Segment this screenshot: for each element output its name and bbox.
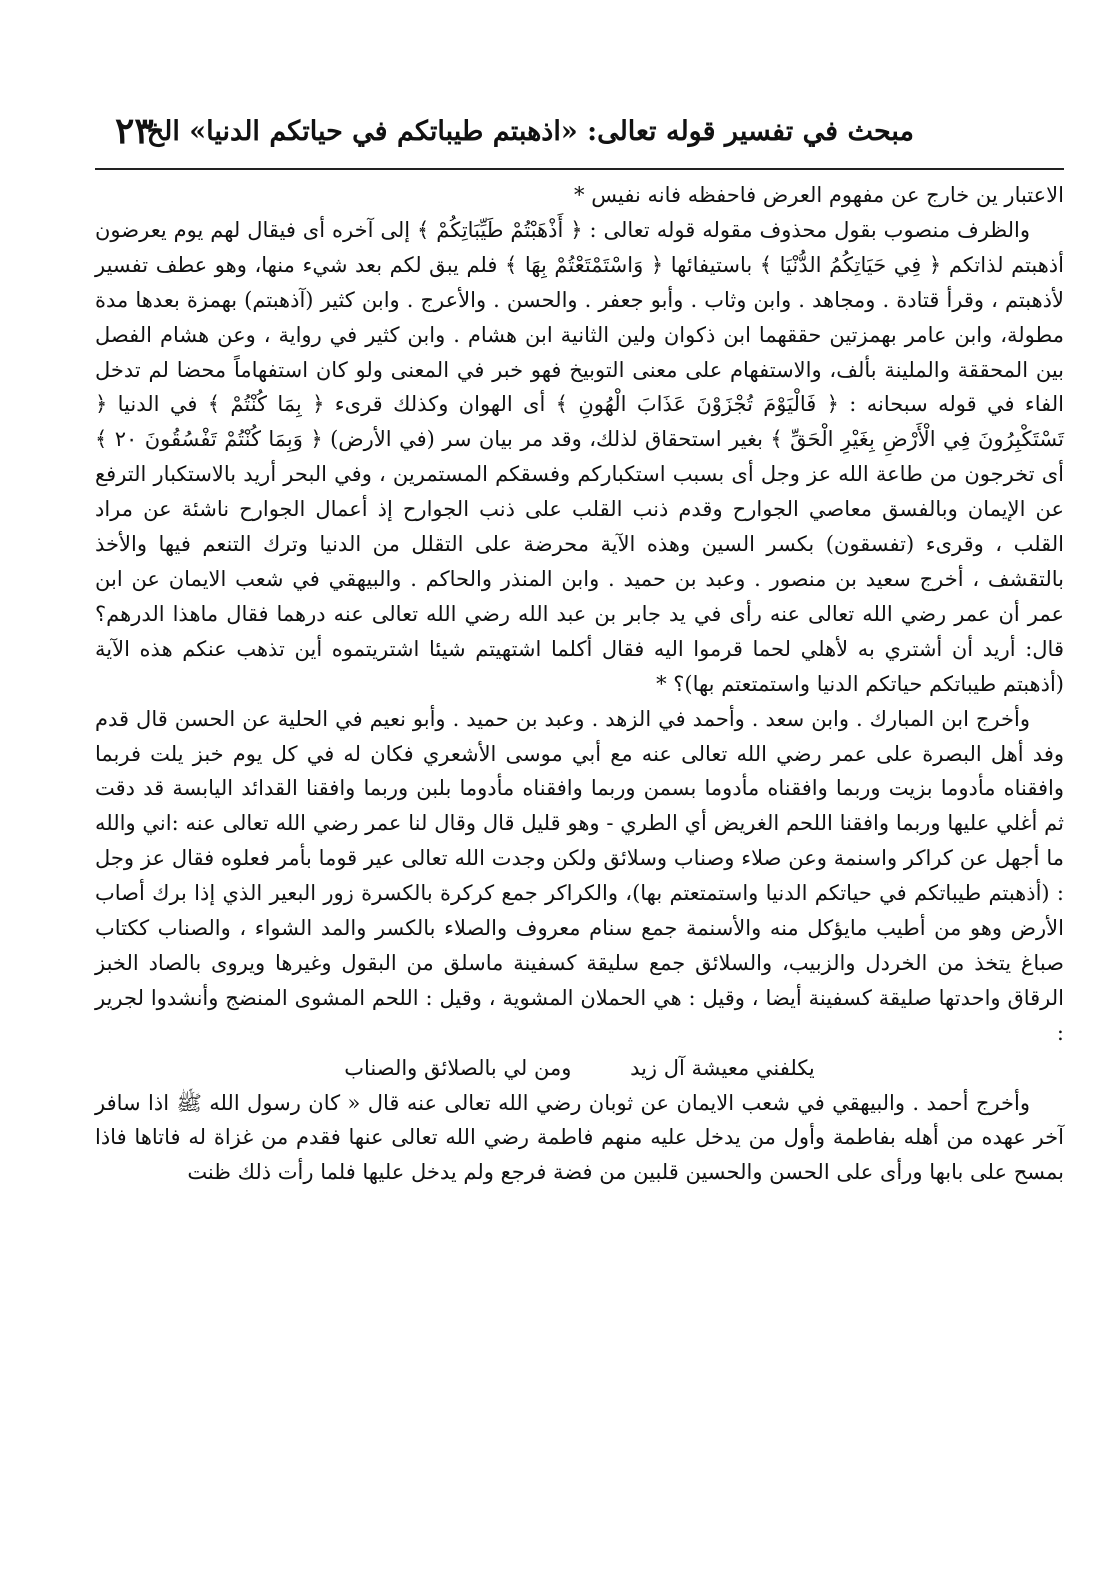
- verse-hemistich-first: يكلفني معيشة آل زيد: [630, 1055, 815, 1080]
- page-header: [95, 108, 1064, 170]
- paragraph-tafsir: والظرف منصوب بقول محذوف مقوله قوله تعالى : ﴿ أَذْهَبْتُمْ طَيِّبَاتِكُمْ ﴾ إلى آخره أى فيقال لهم يوم يعرضون أذهبتم لذاتكم ﴿ فِي حَيَاتِكُمُ الدُّنْيَا ﴾ باستيفائها ﴿ وَاسْتَمْتَعْتُمْ بِهَا ﴾ فلم يبق لكم بعد شيء منها، وهو عطف تفسير لأذهبتم ، وقرأ قتادة . ومجاهد . وابن وثاب . وأبو جعفر . والحسن . والأعرج . وابن كثير (آذهبتم) بهمزة بعدها مدة مطولة، وابن عامر بهمزتين حققهما ابن ذكوان ولين الثانية ابن هشام . وابن كثير في رواية ، وعن هشام الفصل بين المحققة والملينة بألف، والاستفهام على معنى التوبيخ فهو خبر في المعنى ولو كان استفهاماً محضا لم تدخل الفاء في قوله سبحانه : ﴿ فَالْيَوْمَ تُجْزَوْنَ عَذَابَ الْهُونِ ﴾ أى الهوان وكذلك قرىء ﴿ بِمَا كُنْتُمْ ﴾ في الدنيا ﴿ تَسْتَكْبِرُونَ فِي الْأَرْضِ بِغَيْرِ الْحَقِّ ﴾ بغير استحقاق لذلك، وقد مر بيان سر (في الأرض) ﴿ وَبِمَا كُنْتُمْ تَفْسُقُونَ ٢٠ ﴾ أى تخرجون من طاعة الله عز وجل أى بسبب استكباركم وفسقكم المستمرين ، وفي البحر أريد بالاستكبار الترفع عن الإيمان وبالفسق معاصي الجوارح وقدم ذنب القلب على ذنب الجوارح إذ أعمال الجوارح ناشئة عن مراد القلب ، وقرىء (تفسقون) بكسر السين وهذه الآية محرضة على التقلل من الدنيا وترك التنعم فيها والأخذ بالتقشف ، أخرج سعيد بن منصور . وعبد بن حميد . وابن المنذر والحاكم . والبيهقي في شعب الايمان عن ابن عمر أن عمر رضي الله تعالى عنه رأى في يد جابر بن عبد الله رضي الله تعالى عنه درهما فقال ماهذا الدرهم؟ قال: أريد أن أشتري به لأهلي لحما قرموا اليه فقال أكلما اشتهيتم شيئا اشتريتموه أين تذهب عنكم هذه الآية (أذهبتم طيباتكم حياتكم الدنيا واستمتعتم بها)؟ *: [95, 217, 1064, 696]
- verse-hemistich-second: ومن لي بالصلائق والصناب: [344, 1055, 572, 1080]
- running-title: مبحث في تفسير قوله تعالى: «اذهبتم طيباتكم في حياتكم الدنيا» الخ: [146, 116, 914, 147]
- paragraph-continuation: الاعتبار ين خارج عن مفهوم العرض فاحفظه فانه نفيس *: [574, 183, 1064, 207]
- poetry-verse: [95, 1051, 1064, 1086]
- paragraph-hadith-thawban: وأخرج أحمد . والبيهقي في شعب الايمان عن ثوبان رضي الله تعالى عنه قال « كان رسول الله ﷺ اذا سافر آخر عهده من أهله بفاطمة وأول من يدخل عليه منهم فاطمة رضي الله تعالى عنها فقدم من غزاة له فاتاها فاذا بمسح على بابها ورأى على الحسن والحسين قلبين من فضة فرجع ولم يدخل عليها فلما رأت ذلك ظنت: [95, 1090, 1064, 1185]
- paragraph-hadith-umar: وأخرج ابن المبارك . وابن سعد . وأحمد في الزهد . وعبد بن حميد . وأبو نعيم في الحلية عن الحسن قال قدم وفد أهل البصرة على عمر رضي الله تعالى عنه مع أبي موسى الأشعري فكان له في كل يوم خبز يلت فربما وافقناه مأدوما بزيت وربما وافقناه مأدوما بسمن وربما وافقناه مأدوما بلبن وربما وافقنا القدائد اليابسة قد دقت ثم أغلي عليها وربما وافقنا اللحم الغريض أي الطري - وهو قليل قال وقال لنا عمر رضي الله تعالى عنه :اني والله ما أجهل عن كراكر واسنمة وعن صلاء وصناب وسلائق ولكن وجدت الله تعالى عير قوما بأمر فعلوه فقال عز وجل : (أذهبتم طيباتكم في حياتكم الدنيا واستمتعتم بها)، والكراكر جمع كركرة بالكسرة زور البعير الذي إذا برك أصاب الأرض وهو من أطيب مايؤكل منه والأسنمة جمع سنام معروف والصلاء بالكسر والمد الشواء ، والصناب ككتاب صباغ يتخذ من الخردل والزبيب، والسلائق جمع سليقة كسفينة ماسلق من البقول وغيرها ويروى بالصاد الخبز الرقاق واحدتها صليقة كسفينة أيضا ، وقيل : هي الحملان المشوية ، وقيل : اللحم المشوى المنضج وأنشدوا لجرير :: [95, 706, 1064, 1045]
- body-text: [95, 178, 1064, 1190]
- page-number: ٢٣: [115, 110, 154, 152]
